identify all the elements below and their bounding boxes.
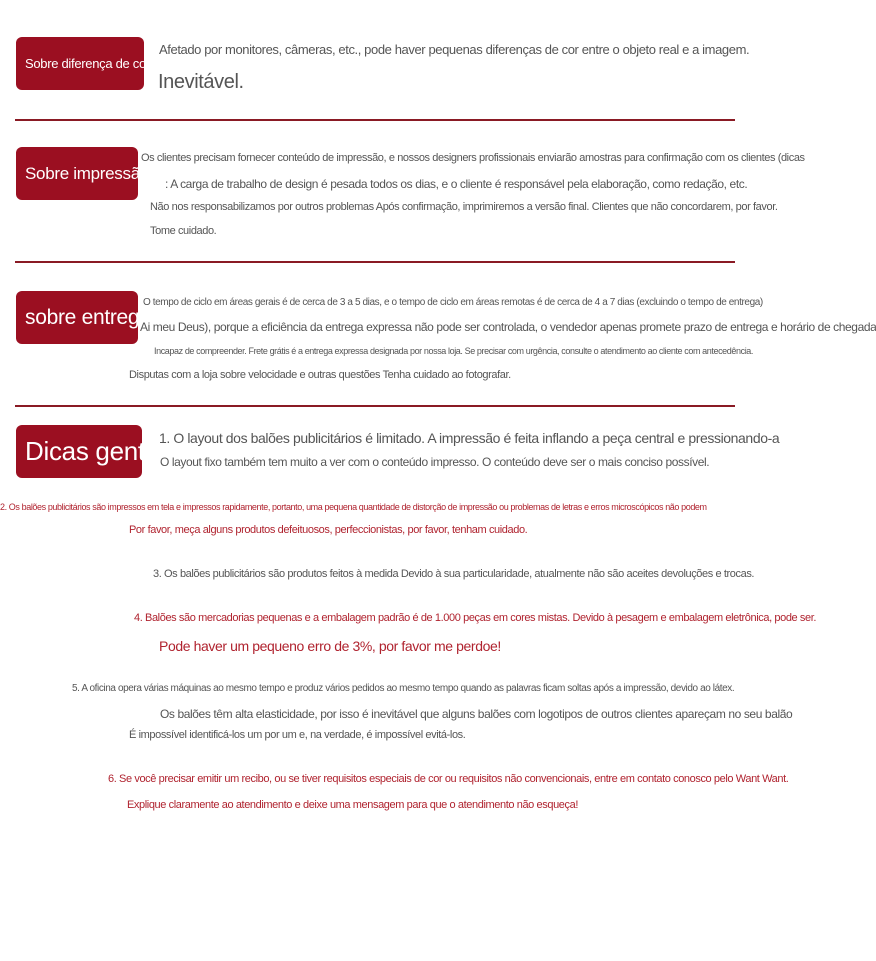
tips-line10: É impossível identificá-los um por um e, na verdade, é impossível evitá-los.	[129, 729, 466, 741]
color-note-line2: Inevitável.	[158, 71, 244, 93]
printing-note-line4: Tome cuidado.	[150, 225, 217, 237]
printing-note-line1: Os clientes precisam fornecer conteúdo de impressão, e nossos designers profissionais enviarão amostras para confirmação com os clientes (dicas	[141, 152, 805, 164]
divider-2	[15, 261, 735, 263]
tips-line2: O layout fixo também tem muito a ver com o conteúdo impresso. O conteúdo deve ser o mais conciso possível.	[160, 455, 710, 469]
tips-line5: 3. Os balões publicitários são produtos feitos à medida Devido à sua particularidade, atualmente não são aceites devoluções e trocas.	[153, 568, 755, 580]
delivery-note-line1: O tempo de ciclo em áreas gerais é de cerca de 3 a 5 dias, e o tempo de ciclo em áreas remotas é de cerca de 4 a 7 dias (excluindo o tempo de entrega)	[143, 297, 763, 308]
tips-line7: Pode haver um pequeno erro de 3%, por favor me perdoe!	[159, 638, 501, 654]
delivery-badge: sobre entrega	[16, 291, 138, 344]
tips-line8: 5. A oficina opera várias máquinas ao mesmo tempo e produz vários pedidos ao mesmo tempo quando as palavras ficam soltas após a impressão, devido ao látex.	[72, 683, 735, 694]
tips-badge: Dicas gentis	[16, 425, 142, 478]
tips-line1: 1. O layout dos balões publicitários é limitado. A impressão é feita inflando a peça central e pressionando-a	[159, 430, 780, 446]
delivery-note-line2: Ai meu Deus), porque a eficiência da entrega expressa não pode ser controlada, o vendedor apenas promete prazo de entrega e horário de chegada	[140, 320, 876, 334]
tips-line12: Explique claramente ao atendimento e deixe uma mensagem para que o atendimento não esqueça!	[127, 799, 578, 811]
tips-line6: 4. Balões são mercadorias pequenas e a embalagem padrão é de 1.000 peças em cores mistas. Devido à pesagem e embalagem eletrônica, pode ser.	[134, 612, 817, 624]
divider-1	[15, 119, 735, 121]
color-difference-badge: Sobre diferença de cor	[16, 37, 144, 90]
tips-line9: Os balões têm alta elasticidade, por isso é inevitável que alguns balões com logotipos de outros clientes apareçam no seu balão	[160, 707, 793, 721]
printing-note-line2: : A carga de trabalho de design é pesada todos os dias, e o cliente é responsável pela elaboração, como redação, etc.	[165, 177, 748, 191]
tips-line11: 6. Se você precisar emitir um recibo, ou se tiver requisitos especiais de cor ou requisitos não convencionais, entre em contato conosco pelo Want Want.	[108, 773, 789, 785]
printing-badge: Sobre impressão	[16, 147, 138, 200]
delivery-note-line4: Disputas com a loja sobre velocidade e outras questões Tenha cuidado ao fotografar.	[129, 369, 511, 381]
delivery-note-line3: Incapaz de compreender. Frete grátis é a entrega expressa designada por nossa loja. Se precisar com urgência, consulte o atendimento ao cliente com antecedência.	[154, 346, 753, 356]
printing-note-line3: Não nos responsabilizamos por outros problemas Após confirmação, imprimiremos a versão final. Clientes que não concordarem, por favor.	[150, 201, 778, 213]
tips-line4: Por favor, meça alguns produtos defeituosos, perfeccionistas, por favor, tenham cuidado.	[129, 524, 528, 536]
color-note-line1: Afetado por monitores, câmeras, etc., pode haver pequenas diferenças de cor entre o objeto real e a imagem.	[159, 42, 750, 57]
divider-3	[15, 405, 735, 407]
tips-line3: 2. Os balões publicitários são impressos em tela e impressos rapidamente, portanto, uma pequena quantidade de distorção de impressão ou problemas de letras e erros microscópicos não podem	[0, 502, 707, 512]
